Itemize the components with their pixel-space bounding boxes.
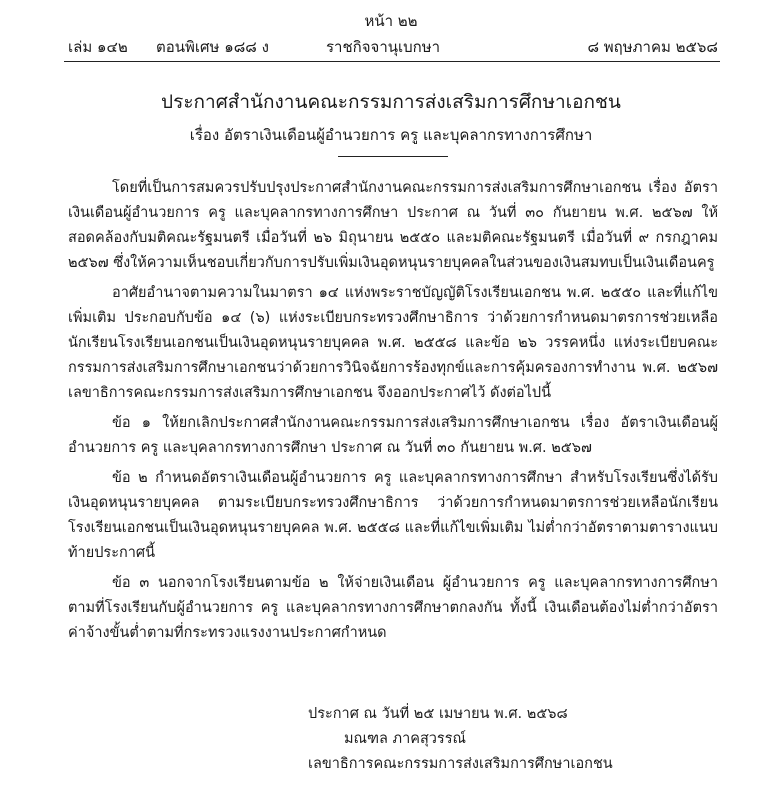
clause-1-paragraph: ข้อ ๑ ให้ยกเลิกประกาศสำนักงานคณะกรรมการส่งเสริมการศึกษาเอกชน เรื่อง อัตราเงินเดือนผู้อำนวยการ ครู และบุคลากรทางการศึกษา ประกาศ ณ วันที่ ๓๐ กันยายน พ.ศ. ๒๕๖๗ [68, 415, 718, 456]
gazette-name: ราชกิจจานุเบกษา [326, 38, 441, 56]
announcement-subject: เรื่อง อัตราเงินเดือนผู้อำนวยการ ครู และบุคลากรทางการศึกษา [189, 126, 593, 144]
signer-position: เลขาธิการคณะกรรมการส่งเสริมการศึกษาเอกชน [308, 756, 613, 772]
clause-3-paragraph: ข้อ ๓ นอกจากโรงเรียนตามข้อ ๒ ให้จ่ายเงินเดือน ผู้อำนวยการ ครู และบุคลากรทางการศึกษา ตามที่โรงเรียนกับผู้อำนวยการ ครู และบุคลากรทางการศึกษาตกลงกัน ทั้งนี้ เงินเดือนต้องไม่ต่ำกว่าอัตราค่าจ้างขั้นต่ำตามที่กระทรวงแรงงานประกาศกำหนด [68, 575, 718, 641]
signature-block [308, 702, 728, 777]
gazette-date: ๘ พฤษภาคม ๒๕๖๘ [587, 38, 718, 56]
preamble-paragraph: โดยที่เป็นการสมควรปรับปรุงประกาศสำนักงานคณะกรรมการส่งเสริมการศึกษาเอกชน เรื่อง อัตราเงินเดือนผู้อำนวยการ ครู และบุคลากรทางการศึกษา ประกาศ ณ วันที่ ๓๐ กันยายน พ.ศ. ๒๕๖๗ ให้สอดคล้องกับมติคณะรัฐมนตรี เมื่อวันที่ ๒๖ มิถุนายน ๒๕๕๐ และมติคณะรัฐมนตรี เมื่อวันที่ ๙ กรกฎาคม ๒๕๖๗ ซึ่งให้ความเห็นชอบเกี่ยวกับการปรับเพิ่มเงินอุดหนุนรายบุคคลในส่วนของเงินสมทบเป็นเงินเดือนครู [68, 180, 719, 271]
gazette-volume: เล่ม ๑๔๒ [68, 38, 128, 56]
title-divider [338, 156, 448, 157]
clause-2-paragraph: ข้อ ๒ กำหนดอัตราเงินเดือนผู้อำนวยการ ครู และบุคลากรทางการศึกษา สำหรับโรงเรียนซึ่งได้รับเงินอุดหนุนรายบุคคล ตามระเบียบกระทรวงศึกษาธิการ ว่าด้วยการกำหนดมาตรการช่วยเหลือนักเรียนโรงเรียนเอกชนเป็นเงินอุดหนุนรายบุคคล พ.ศ. ๒๕๕๘ และที่แก้ไขเพิ่มเติม ไม่ต่ำกว่าอัตราตามตารางแนบท้ายประกาศนี้ [68, 470, 718, 561]
header-divider [64, 61, 720, 62]
announcement-date: ประกาศ ณ วันที่ ๒๕ เมษายน พ.ศ. ๒๕๖๘ [308, 706, 568, 722]
signer-name: มณฑล ภาคสุวรรณ์ [344, 731, 466, 747]
authority-paragraph: อาศัยอำนาจตามความในมาตรา ๑๔ แห่งพระราชบัญญัติโรงเรียนเอกชน พ.ศ. ๒๕๕๐ และที่แก้ไขเพิ่มเติม ประกอบกับข้อ ๑๔ (๖) แห่งระเบียบกระทรวงศึกษาธิการ ว่าด้วยการกำหนดมาตรการช่วยเหลือนักเรียนโรงเรียนเอกชนเป็นเงินอุดหนุนรายบุคคล พ.ศ. ๒๕๕๘ และข้อ ๒๖ วรรคหนึ่ง แห่งระเบียบคณะกรรมการส่งเสริมการศึกษาเอกชนว่าด้วยการวินิจฉัยการร้องทุกข์และการคุ้มครองการทำงาน พ.ศ. ๒๕๖๗ เลขาธิการคณะกรรมการส่งเสริมการศึกษาเอกชน จึงออกประกาศไว้ ดังต่อไปนี้ [68, 285, 718, 401]
running-header [68, 36, 718, 58]
gazette-section: ตอนพิเศษ ๑๘๘ ง [156, 38, 269, 56]
announcement-title: ประกาศสำนักงานคณะกรรมการส่งเสริมการศึกษาเอกชน [161, 91, 621, 113]
announcement-body [68, 176, 718, 651]
page-number: หน้า ๒๒ [364, 12, 418, 30]
